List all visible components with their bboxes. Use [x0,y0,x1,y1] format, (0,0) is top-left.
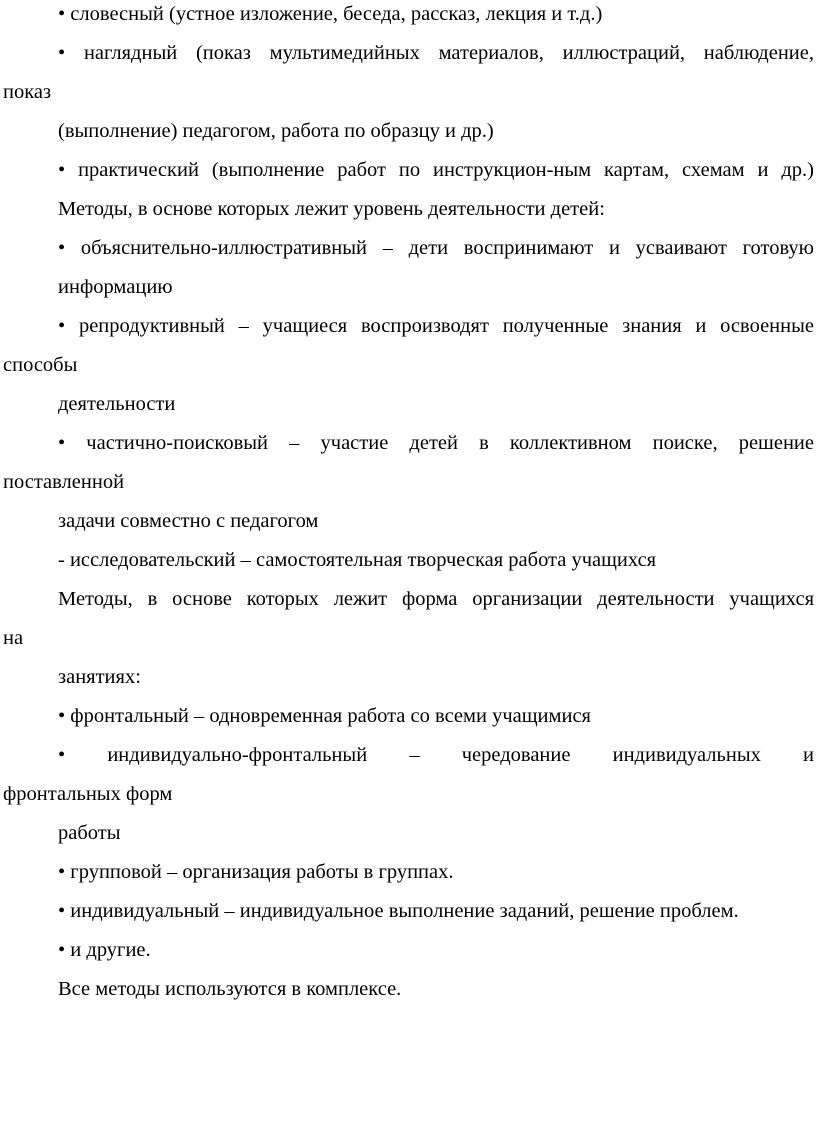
text-line: показ [3,81,52,103]
text-line: Методы, в основе которых лежит уровень деятельности детей: [58,198,605,220]
text-line: • наглядный (показ мультимедийных материалов, иллюстраций, наблюдение, [58,42,814,64]
text-line: информацию [58,276,173,298]
text-line: (выполнение) педагогом, работа по образцу и др.) [58,120,494,142]
text-line: задачи совместно с педагогом [58,510,319,532]
text-line: • объяснительно-иллюстративный – дети воспринимают и усваивают готовую [58,237,814,259]
text-line: • словесный (устное изложение, беседа, рассказ, лекция и т.д.) [58,3,603,25]
text-line: • групповой – организация работы в группах. [58,861,454,883]
text-line: Все методы используются в комплексе. [58,978,402,1000]
text-line: • индивидуально-фронтальный – чередование индивидуальных и [58,744,814,766]
text-line: • практический (выполнение работ по инструкцион-ным картам, схемам и др.) [58,159,814,181]
text-line: Методы, в основе которых лежит форма организации деятельности учащихся [58,588,814,610]
text-line: • частично-поисковый – участие детей в коллективном поиске, решение [58,432,814,454]
text-line: деятельности [58,393,176,415]
text-line: занятиях: [58,666,141,688]
text-line: • репродуктивный – учащиеся воспроизводят полученные знания и освоенные [58,315,814,337]
text-line: • индивидуальный – индивидуальное выполнение заданий, решение проблем. [58,900,739,922]
text-line: • и другие. [58,939,151,961]
text-line: • фронтальный – одновременная работа со всеми учащимися [58,705,591,727]
text-line: на [3,627,24,649]
text-line: работы [58,822,121,844]
text-line: способы [3,354,78,376]
text-line: - исследовательский – самостоятельная творческая работа учащихся [58,549,657,571]
text-line: поставленной [3,471,125,493]
text-line: фронтальных форм [3,783,173,805]
